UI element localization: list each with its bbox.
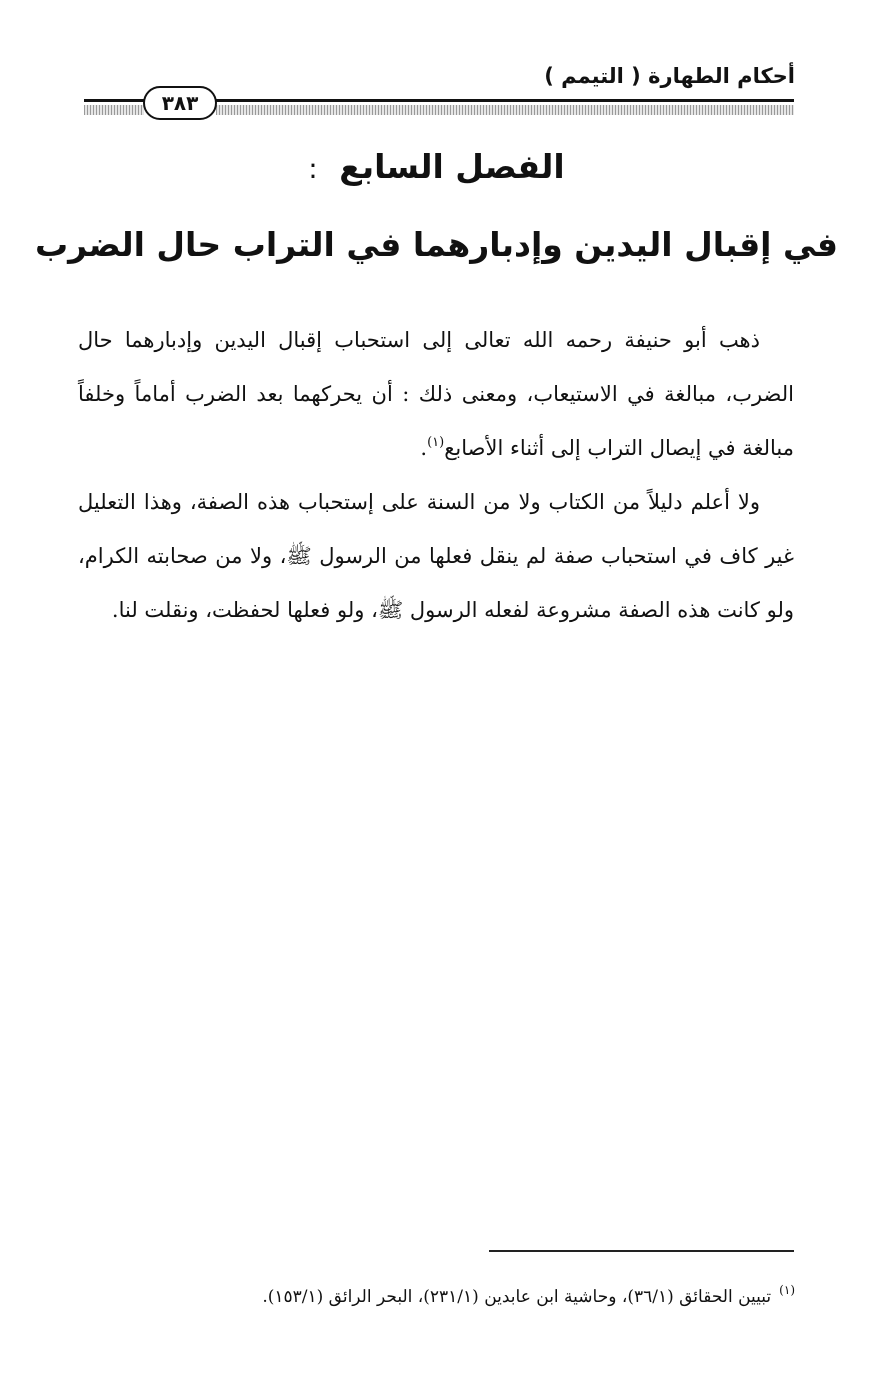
footnote-separator bbox=[489, 1250, 794, 1252]
footnote-reference[interactable]: (١) bbox=[427, 435, 445, 450]
paragraph-2-text: ولا أعلم دليلاً من الكتاب ولا من السنة على إستحباب هذه الصفة، وهذا التعليل غير كاف في استحباب صفة لم ينقل فعلها من الرسول ﷺ، ولا من صحابته الكرام، ولو كانت هذه الصفة مشروعة لفعله الرسول ﷺ، ولو فعلها لحفظت، ونقلت لنا. bbox=[78, 490, 794, 622]
chapter-heading bbox=[0, 142, 873, 194]
paragraph-1-tail: . bbox=[420, 436, 428, 460]
running-header: أحكام الطهارة ( التيمم ) bbox=[544, 64, 795, 88]
footnote-text: تبيين الحقائق (٣٦/١)، وحاشية ابن عابدين (٢٣١/١)، البحر الرائق (١٥٣/١). bbox=[262, 1287, 772, 1307]
header-rule-ornament-left bbox=[84, 105, 144, 115]
page-number-badge: ٣٨٣ bbox=[143, 86, 217, 120]
paragraph-1-text: ذهب أبو حنيفة رحمه الله تعالى إلى استحباب إقبال اليدين وإدبارهما حال الضرب، مبالغة في الاستيعاب، ومعنى ذلك : أن يحركهما بعد الضرب أماماً وخلفاً مبالغة في إيصال التراب إلى أثناء الأصابع bbox=[78, 328, 794, 460]
footnote-marker: (١) bbox=[779, 1283, 795, 1297]
paragraph-2 bbox=[78, 475, 794, 637]
paragraph-1 bbox=[78, 313, 794, 475]
header-rule-ornament bbox=[216, 105, 794, 115]
chapter-title: الفصل السابع bbox=[339, 147, 565, 186]
footnote-1 bbox=[79, 1280, 795, 1314]
chapter-colon: : bbox=[308, 152, 318, 185]
section-heading: في إقبال اليدين وإدبارهما في التراب حال الضرب bbox=[35, 225, 838, 264]
body-text bbox=[78, 313, 794, 637]
